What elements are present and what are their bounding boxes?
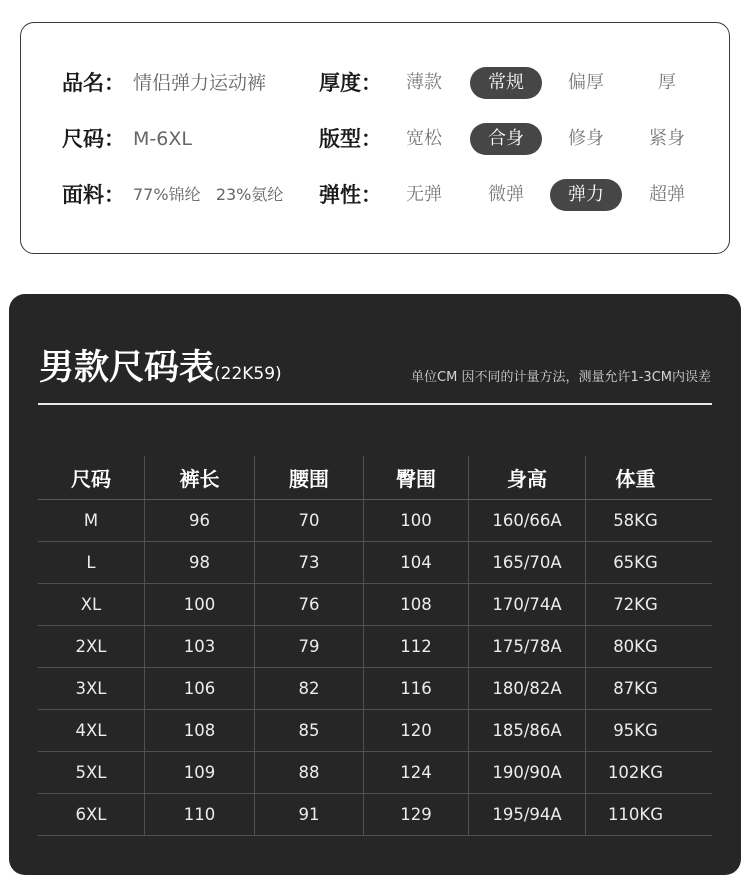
stretch-option[interactable]: 无弹 (406, 184, 442, 205)
table-cell: 124 (363, 752, 468, 793)
table-cell: 2XL (75, 637, 107, 656)
table-cell: 6XL (75, 805, 107, 824)
product-name-label: 品名： (62, 71, 125, 95)
stretch-option[interactable]: 超弹 (649, 184, 685, 205)
thickness-option[interactable]: 厚 (658, 72, 676, 93)
table-cell: 160/66A (468, 500, 585, 541)
table-cell: 103 (144, 626, 254, 667)
stretch-option[interactable]: 弹力 (550, 179, 622, 211)
header-cell: 尺码 (71, 467, 111, 491)
table-cell: XL (80, 595, 102, 614)
table-cell: 108 (144, 710, 254, 751)
table-row (38, 794, 712, 836)
table-cell: 104 (363, 542, 468, 583)
thickness-option[interactable]: 常规 (470, 67, 542, 99)
table-cell: 195/94A (468, 794, 585, 835)
header-cell: 腰围 (254, 456, 363, 499)
table-cell: 76 (254, 584, 363, 625)
info-row-1 (21, 63, 729, 103)
table-row (38, 500, 712, 542)
table-cell: 180/82A (468, 668, 585, 709)
table-cell: 102KG (585, 752, 685, 793)
table-cell: 82 (254, 668, 363, 709)
info-row-3 (21, 175, 729, 215)
product-name-value: 情侣弹力运动裤 (133, 72, 267, 94)
fit-option[interactable]: 紧身 (649, 128, 685, 149)
thickness-option[interactable]: 偏厚 (568, 72, 604, 93)
table-cell: 190/90A (468, 752, 585, 793)
table-cell: 175/78A (468, 626, 585, 667)
table-cell: 112 (363, 626, 468, 667)
table-cell: 65KG (585, 542, 685, 583)
table-cell: 98 (144, 542, 254, 583)
table-cell: L (86, 553, 96, 572)
header-cell: 臀围 (363, 456, 468, 499)
size-chart-title-text: 男款尺码表 (39, 348, 215, 388)
header-cell: 体重 (585, 456, 685, 499)
table-cell: 96 (144, 500, 254, 541)
table-cell: 120 (363, 710, 468, 751)
size-chart-title (39, 340, 282, 390)
table-cell: 4XL (75, 721, 107, 740)
table-cell: 100 (144, 584, 254, 625)
size-chart-panel (9, 294, 741, 875)
table-cell: 91 (254, 794, 363, 835)
fit-option[interactable]: 合身 (470, 123, 542, 155)
table-cell: 109 (144, 752, 254, 793)
table-header-row (38, 456, 712, 500)
table-cell: 110 (144, 794, 254, 835)
table-row (38, 542, 712, 584)
thickness-option[interactable]: 薄款 (406, 72, 442, 93)
table-cell: 88 (254, 752, 363, 793)
measurement-note: 单位CM 因不同的计量方法，测量允许1-3CM内误差 (411, 370, 711, 385)
table-cell: 185/86A (468, 710, 585, 751)
size-range-value: M-6XL (133, 128, 192, 150)
table-cell: 80KG (585, 626, 685, 667)
table-cell: 79 (254, 626, 363, 667)
table-row (38, 584, 712, 626)
table-cell: 106 (144, 668, 254, 709)
product-info-card (20, 22, 730, 254)
table-cell: 129 (363, 794, 468, 835)
header-cell: 身高 (468, 456, 585, 499)
table-cell: 170/74A (468, 584, 585, 625)
size-range-label: 尺码： (62, 127, 125, 151)
table-cell: 165/70A (468, 542, 585, 583)
table-cell: 100 (363, 500, 468, 541)
fit-option[interactable]: 修身 (568, 128, 604, 149)
table-cell: 5XL (75, 763, 107, 782)
table-row (38, 626, 712, 668)
table-cell: 116 (363, 668, 468, 709)
table-row (38, 752, 712, 794)
fabric-value: 77%锦纶 23%氨纶 (133, 185, 284, 204)
thickness-label: 厚度： (319, 71, 382, 95)
table-cell: 70 (254, 500, 363, 541)
info-row-2 (21, 119, 729, 159)
title-divider (38, 403, 712, 405)
table-cell: 85 (254, 710, 363, 751)
table-cell: 87KG (585, 668, 685, 709)
fit-option[interactable]: 宽松 (406, 128, 442, 149)
fit-label: 版型： (319, 127, 382, 151)
table-cell: 72KG (585, 584, 685, 625)
table-cell: M (83, 511, 99, 530)
fabric-label: 面料： (62, 183, 125, 207)
header-cell: 裤长 (144, 456, 254, 499)
table-cell: 73 (254, 542, 363, 583)
size-table (38, 456, 712, 836)
stretch-label: 弹性： (319, 183, 382, 207)
table-cell: 95KG (585, 710, 685, 751)
table-cell: 108 (363, 584, 468, 625)
table-cell: 3XL (75, 679, 107, 698)
table-cell: 110KG (585, 794, 685, 835)
table-row (38, 710, 712, 752)
stretch-option[interactable]: 微弹 (488, 184, 524, 205)
table-row (38, 668, 712, 710)
table-cell: 58KG (585, 500, 685, 541)
size-chart-code: (22K59) (214, 364, 282, 384)
